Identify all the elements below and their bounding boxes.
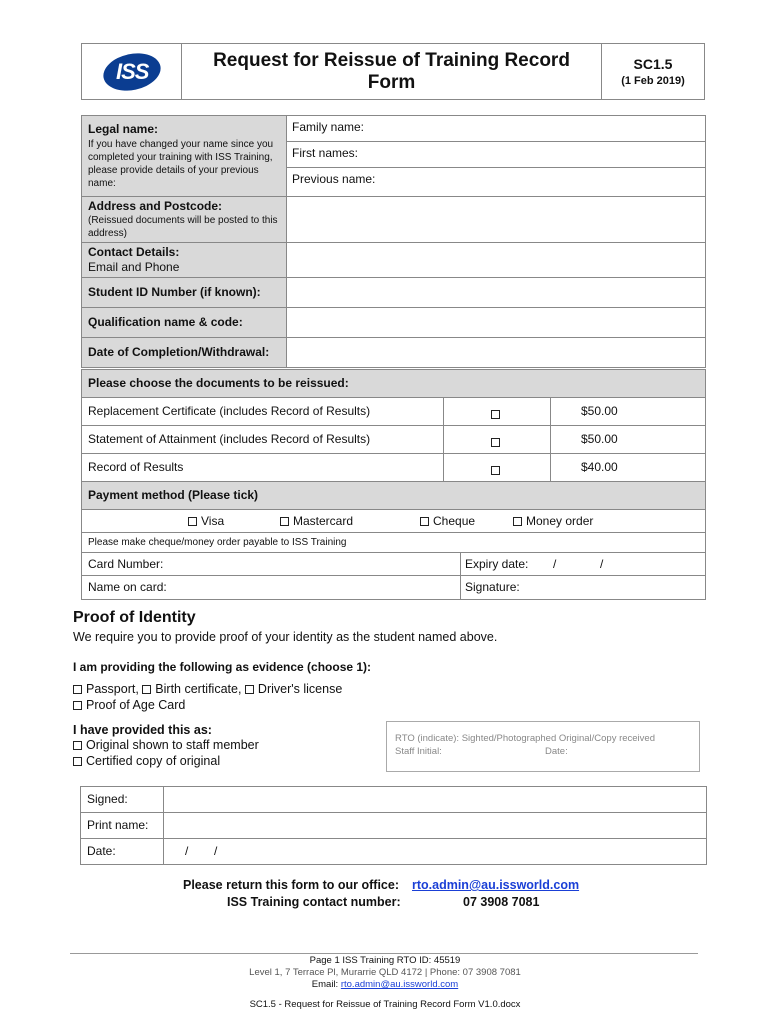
date-label: Date: <box>81 839 164 865</box>
legal-name-label-cell <box>82 116 287 197</box>
payment-heading: Payment method (Please tick) <box>82 482 706 510</box>
checkbox[interactable] <box>420 517 429 526</box>
print-name-label: Print name: <box>81 813 164 839</box>
document-checkbox-cell[interactable] <box>444 398 551 426</box>
payment-option-money-order[interactable]: Money order <box>513 514 593 529</box>
completion-label: Date of Completion/Withdrawal: <box>82 338 287 368</box>
footer-document-name: SC1.5 - Request for Reissue of Training Record Form V1.0.docx <box>249 999 521 1010</box>
documents-heading: Please choose the documents to be reissued: <box>82 370 706 398</box>
checkbox[interactable] <box>491 466 500 475</box>
document-checkbox-cell[interactable] <box>444 454 551 482</box>
contact-label: Contact Details: <box>88 245 180 259</box>
legal-name-note: If you have changed your name since you completed your training with ISS Training, please provide details of your previous name: <box>88 139 274 189</box>
expiry-label: Expiry date: <box>465 557 529 571</box>
footer-address: Level 1, 7 Terrace Pl, Murarrie QLD 4172 | Phone: 07 3908 7081 <box>249 967 521 978</box>
expiry-separator: / <box>553 557 557 571</box>
document-checkbox-cell[interactable] <box>444 426 551 454</box>
first-names-field[interactable]: First names: <box>287 142 705 168</box>
return-email-link[interactable]: rto.admin@au.issworld.com <box>412 878 580 892</box>
footer-email-link[interactable]: rto.admin@au.issworld.com <box>340 979 459 990</box>
form-date: (1 Feb 2019) <box>621 75 685 87</box>
document-row <box>82 398 706 426</box>
identity-intro: We require you to provide proof of your identity as the student named above. <box>73 630 498 644</box>
evidence-options-row1 <box>73 682 342 696</box>
document-price: $50.00 <box>551 398 706 426</box>
contact-number-label: ISS Training contact number: <box>227 895 401 909</box>
checkbox[interactable] <box>188 517 197 526</box>
signature-table <box>80 786 707 865</box>
evidence-birth-certificate[interactable]: Birth certificate, <box>142 682 241 696</box>
rto-office-box <box>386 721 700 772</box>
document-label: Record of Results <box>82 454 444 482</box>
checkbox[interactable] <box>142 685 151 694</box>
address-note: (Reissued documents will be posted to this address) <box>88 215 278 239</box>
contact-number: 07 3908 7081 <box>463 895 540 909</box>
page-title-line2: Form <box>367 71 416 93</box>
evidence-passport[interactable]: Passport, <box>73 682 139 696</box>
header-table <box>81 43 705 100</box>
checkbox[interactable] <box>73 757 82 766</box>
provided-certified-copy[interactable]: Certified copy of original <box>73 754 220 768</box>
documents-table <box>81 369 706 600</box>
iss-logo: ISS <box>99 48 163 95</box>
payment-option-mastercard[interactable]: Mastercard <box>280 514 353 529</box>
evidence-drivers-license[interactable]: Driver's license <box>245 682 342 696</box>
document-row <box>82 454 706 482</box>
checkbox[interactable] <box>513 517 522 526</box>
checkbox[interactable] <box>491 410 500 419</box>
page-title: Request for Reissue of Training Record <box>213 49 570 71</box>
expiry-date-field[interactable] <box>461 553 705 575</box>
footer-page-info: Page 1 ISS Training RTO ID: 45519 <box>309 955 461 966</box>
address-label: Address and Postcode: <box>88 199 223 213</box>
checkbox[interactable] <box>73 685 82 694</box>
title-cell <box>182 44 602 100</box>
document-price: $50.00 <box>551 426 706 454</box>
signed-label: Signed: <box>81 787 164 813</box>
checkbox[interactable] <box>491 438 500 447</box>
provided-original[interactable]: Original shown to staff member <box>73 738 259 752</box>
student-id-label: Student ID Number (if known): <box>82 278 287 308</box>
document-row <box>82 426 706 454</box>
payment-option-visa[interactable]: Visa <box>188 514 224 529</box>
document-label: Statement of Attainment (includes Record of Results) <box>82 426 444 454</box>
date-separator: / <box>185 844 189 858</box>
expiry-separator: / <box>600 557 604 571</box>
document-price: $40.00 <box>551 454 706 482</box>
return-office-label: Please return this form to our office: <box>183 878 400 892</box>
form-code: SC1.5 <box>633 56 673 72</box>
evidence-proof-of-age[interactable]: Proof of Age Card <box>73 698 185 712</box>
payment-option-cheque[interactable]: Cheque <box>420 514 475 529</box>
card-number-field[interactable]: Card Number: <box>82 553 461 575</box>
legal-name-label: Legal name: <box>88 122 159 136</box>
footer-divider <box>70 953 698 954</box>
name-fields-cell <box>287 116 706 197</box>
qualification-field[interactable] <box>287 308 706 338</box>
cheque-note: Please make cheque/money order payable to ISS Training <box>82 533 706 553</box>
rto-staff-initial: Staff Initial: <box>395 746 442 757</box>
address-label-cell <box>82 197 287 243</box>
checkbox[interactable] <box>245 685 254 694</box>
contact-field[interactable] <box>287 243 706 278</box>
footer-email-label: Email: <box>311 979 339 990</box>
previous-name-field[interactable]: Previous name: <box>292 172 376 186</box>
contact-label-cell <box>82 243 287 278</box>
print-name-field[interactable] <box>164 813 707 839</box>
address-field[interactable] <box>287 197 706 243</box>
provided-heading: I have provided this as: <box>73 723 212 737</box>
checkbox[interactable] <box>280 517 289 526</box>
family-name-field[interactable]: Family name: <box>287 116 705 142</box>
contact-sub: Email and Phone <box>88 260 180 274</box>
signed-field[interactable] <box>164 787 707 813</box>
rto-indicate: RTO (indicate): Sighted/Photographed Original/Copy received <box>395 733 655 744</box>
student-id-field[interactable] <box>287 278 706 308</box>
checkbox[interactable] <box>73 741 82 750</box>
evidence-heading: I am providing the following as evidence (choose 1): <box>73 660 372 674</box>
signature-field[interactable]: Signature: <box>465 580 520 594</box>
logo-cell <box>82 44 182 100</box>
footer <box>0 955 770 1011</box>
document-label: Replacement Certificate (includes Record of Results) <box>82 398 444 426</box>
code-cell <box>602 44 705 100</box>
payment-methods-cell <box>82 510 706 533</box>
identity-heading: Proof of Identity <box>73 609 196 626</box>
date-separator: / <box>214 844 218 858</box>
date-field[interactable] <box>164 839 707 865</box>
completion-field[interactable] <box>287 338 706 368</box>
rto-date: Date: <box>545 746 568 757</box>
name-on-card-field[interactable]: Name on card: <box>82 576 461 599</box>
qualification-label: Qualification name & code: <box>82 308 287 338</box>
card-details-cell <box>82 553 706 600</box>
personal-table <box>81 115 706 368</box>
checkbox[interactable] <box>73 701 82 710</box>
